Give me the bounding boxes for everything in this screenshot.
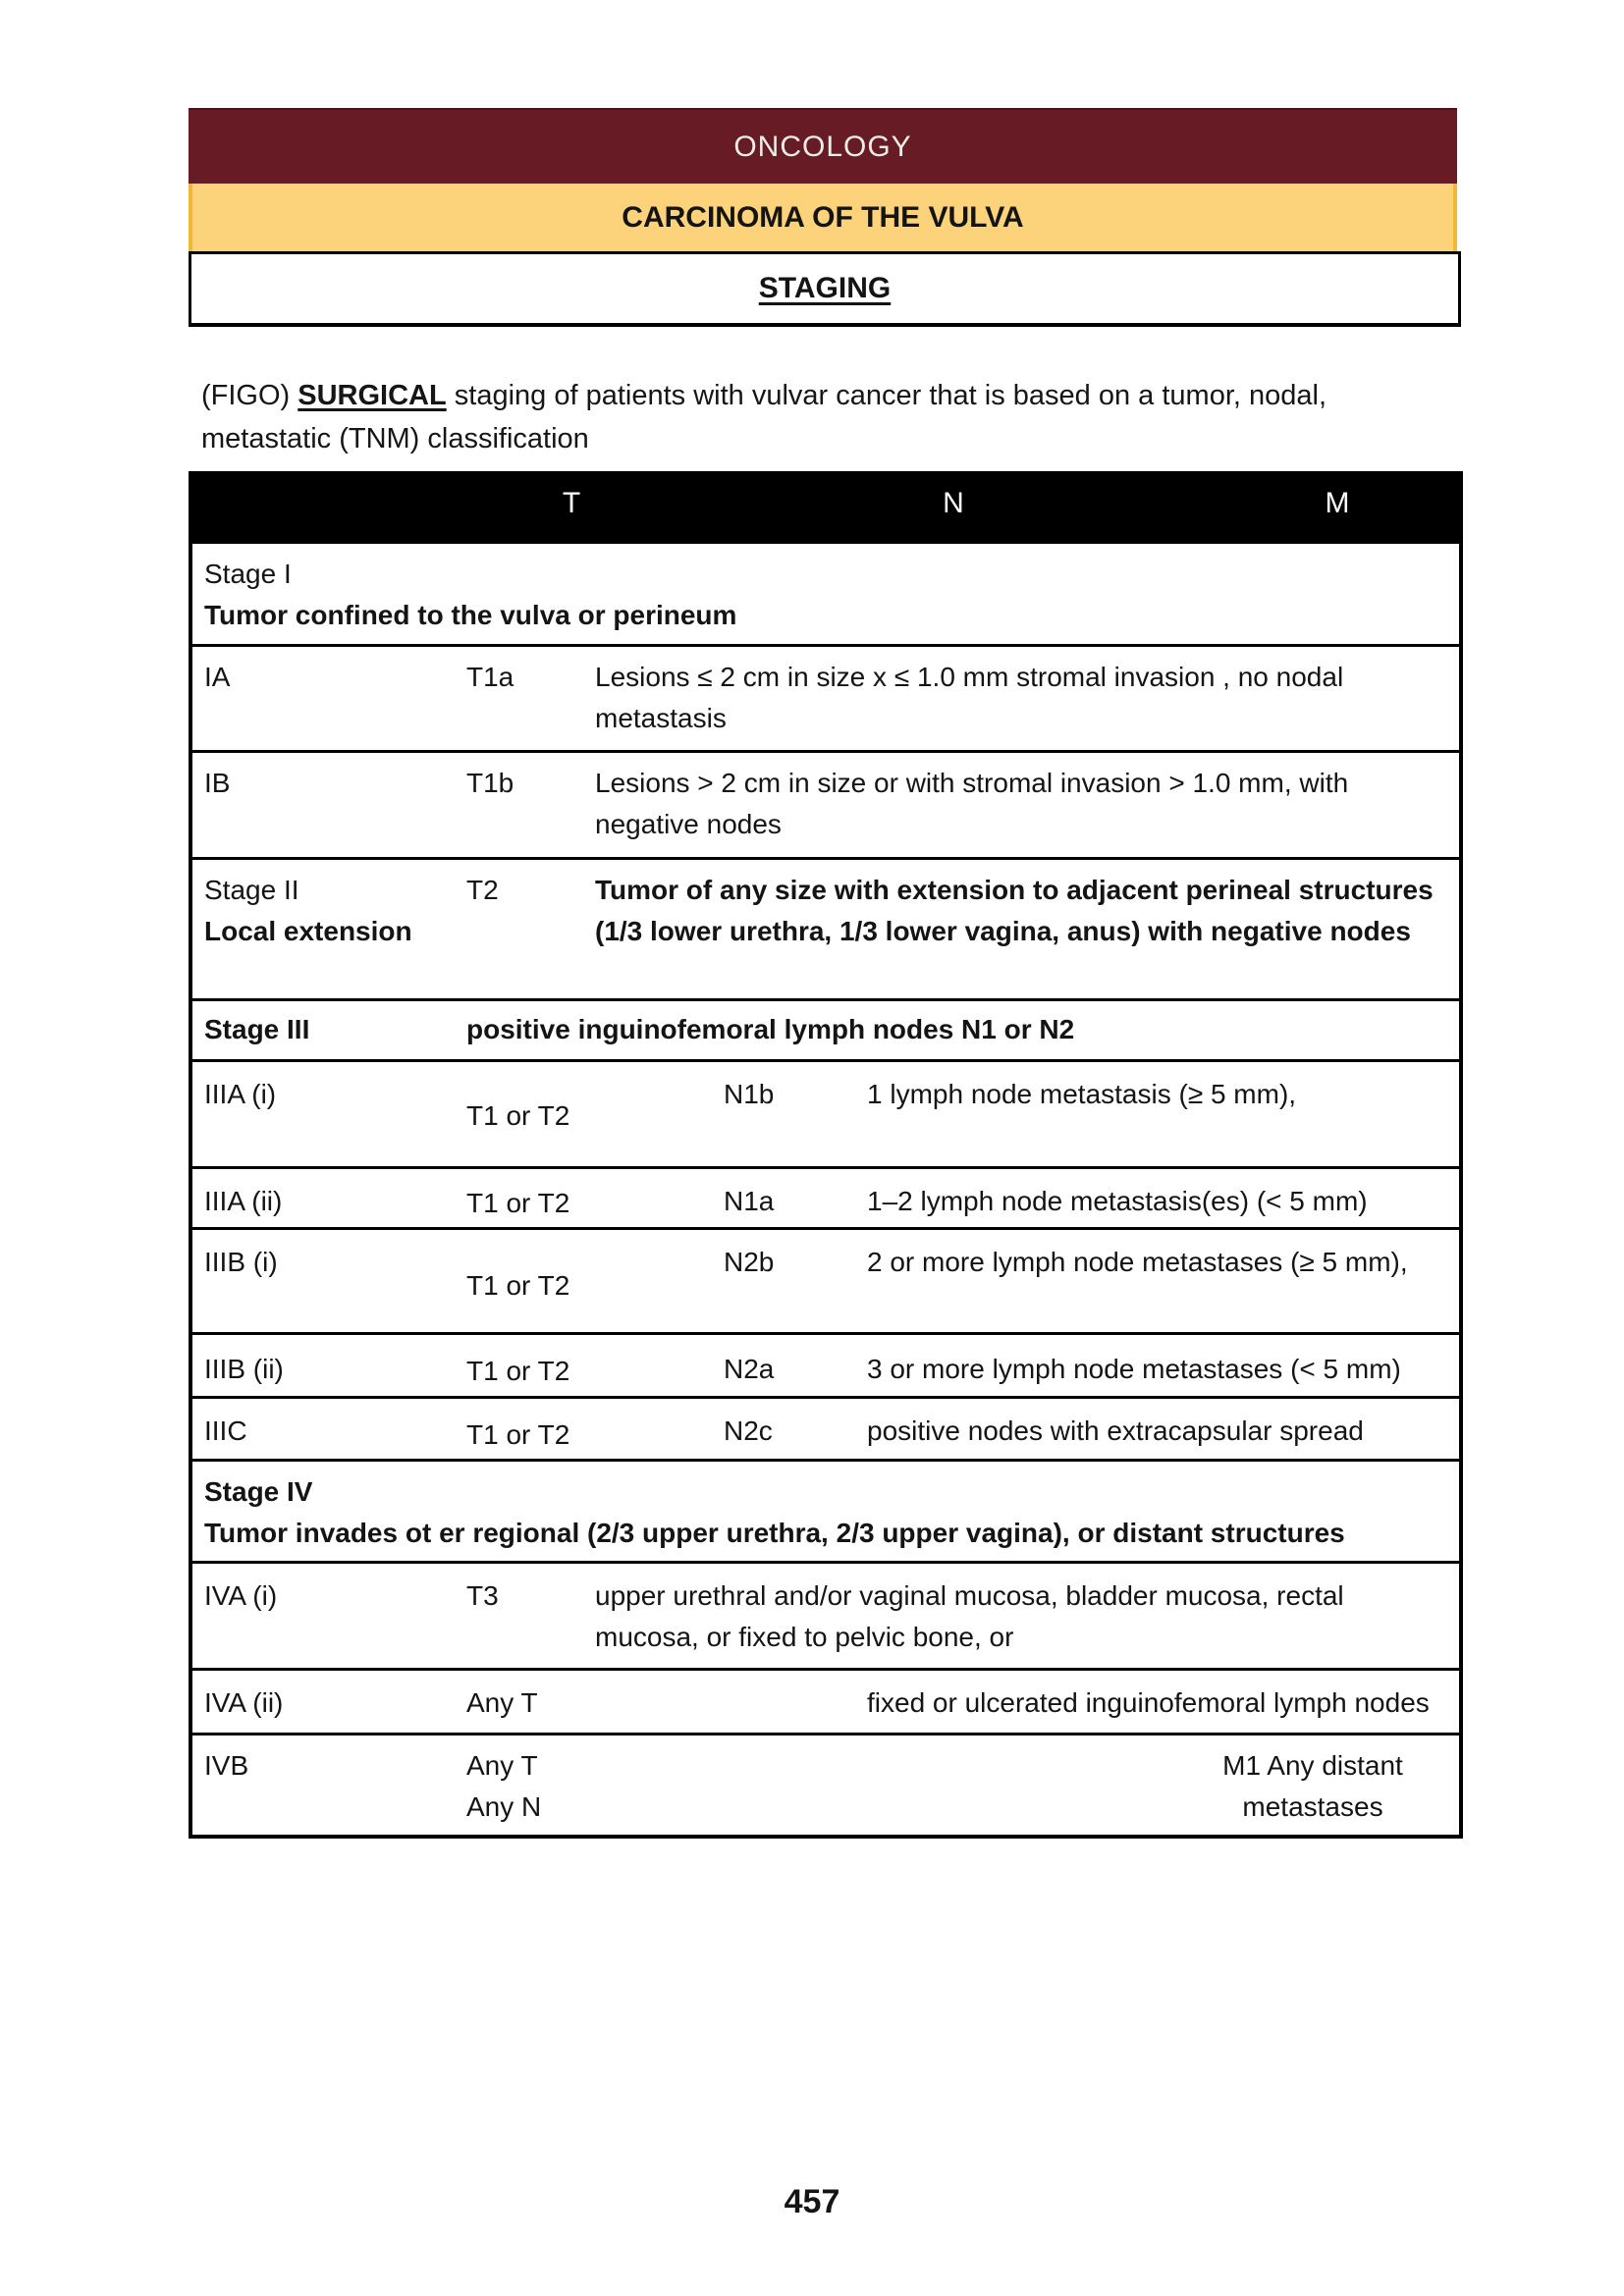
row-description: 2 or more lymph node metastases (≥ 5 mm), <box>867 1247 1408 1277</box>
stage-label: Stage IV <box>204 1476 313 1507</box>
t-value: T3 <box>466 1580 499 1611</box>
stage-label: IVA (ii) <box>204 1687 284 1718</box>
t-value: T1 or T2 <box>466 1100 570 1131</box>
table-row-iiia-i <box>192 1062 1459 1169</box>
category-band <box>189 108 1457 184</box>
n-value: Any N <box>466 1791 542 1822</box>
row-description: positive nodes with extracapsular spread <box>867 1415 1364 1446</box>
section-title: STAGING <box>758 272 892 304</box>
n-value: N2b <box>724 1247 775 1277</box>
table-row-iiia-ii <box>192 1169 1459 1230</box>
staging-table <box>189 471 1463 1839</box>
t-value: Any T <box>466 1687 538 1718</box>
intro-line2: metastatic (TNM) classification <box>201 423 589 454</box>
column-header-m: M <box>1325 487 1350 519</box>
table-row-iiib-ii <box>192 1335 1459 1399</box>
t-value: T1 or T2 <box>466 1356 570 1386</box>
t-value: T2 <box>466 875 499 905</box>
table-row-stage-iii <box>192 1001 1459 1062</box>
table-row-ib <box>192 753 1459 860</box>
row-description: 1 lymph node metastasis (≥ 5 mm), <box>867 1079 1297 1109</box>
title-band <box>189 184 1457 251</box>
table-row-ivb <box>192 1735 1459 1835</box>
table-row-iva-ii <box>192 1671 1459 1735</box>
table-row-ia <box>192 647 1459 753</box>
n-value: N1b <box>724 1079 775 1109</box>
t-value: T1b <box>466 768 514 798</box>
t-value: T1 or T2 <box>466 1270 570 1301</box>
page-number: 457 <box>784 2183 840 2220</box>
column-header-t: T <box>562 487 581 519</box>
t-value: T1 or T2 <box>466 1419 570 1450</box>
stage-label: IA <box>204 662 231 692</box>
stage-label: IIIB (ii) <box>204 1354 284 1384</box>
m-value-line2: metastases <box>1242 1791 1383 1822</box>
intro-part1: (FIGO) <box>201 380 298 411</box>
t-value: T1a <box>466 662 514 692</box>
row-description: Lesions > 2 cm in size or with stromal invasion > 1.0 mm, with negative nodes <box>595 768 1349 839</box>
n-value: N2a <box>724 1354 775 1384</box>
stage-sublabel: Local extension <box>204 916 412 946</box>
page-title: CARCINOMA OF THE VULVA <box>622 200 1024 234</box>
m-value-line1: M1 Any distant <box>1222 1750 1403 1781</box>
table-row-iva-i <box>192 1564 1459 1671</box>
stage-label: IIIC <box>204 1415 247 1446</box>
stage-label: Stage II <box>204 875 299 905</box>
section-box <box>189 251 1461 327</box>
table-row-iiic <box>192 1399 1459 1462</box>
stage-label: IB <box>204 768 231 798</box>
n-value: N1a <box>724 1186 775 1216</box>
stage-label: Stage III <box>204 1014 310 1044</box>
stage-description: Tumor invades ot er regional (2/3 upper urethra, 2/3 upper vagina), or distant structures <box>204 1518 1345 1548</box>
table-row-stage-i <box>192 544 1459 647</box>
row-description: 1–2 lymph node metastasis(es) (< 5 mm) <box>867 1186 1368 1216</box>
stage-label: IIIB (i) <box>204 1247 278 1277</box>
table-row-iiib-i <box>192 1230 1459 1335</box>
table-row-stage-iv <box>192 1462 1459 1564</box>
row-description: 3 or more lymph node metastases (< 5 mm) <box>867 1354 1401 1384</box>
intro-paragraph <box>201 374 1468 460</box>
t-value: Any T <box>466 1750 538 1781</box>
stage-label: IVA (i) <box>204 1580 278 1611</box>
category-label: ONCOLOGY <box>733 130 912 163</box>
column-header-n: N <box>943 487 964 519</box>
stage-label: IVB <box>204 1750 249 1781</box>
t-value: T1 or T2 <box>466 1188 570 1218</box>
row-description: positive inguinofemoral lymph nodes N1 or N2 <box>466 1014 1075 1044</box>
row-description: upper urethral and/or vaginal mucosa, bladder mucosa, rectal mucosa, or fixed to pelvic bone, or <box>595 1580 1344 1652</box>
stage-label: IIIA (i) <box>204 1079 277 1109</box>
n-value: N2c <box>724 1415 773 1446</box>
row-description: fixed or ulcerated inguinofemoral lymph nodes <box>867 1687 1430 1718</box>
intro-part3: staging of patients with vulvar cancer that is based on a tumor, nodal, <box>446 380 1327 411</box>
stage-description: Tumor confined to the vulva or perineum <box>204 600 737 630</box>
row-description: Lesions ≤ 2 cm in size x ≤ 1.0 mm stromal invasion , no nodal metastasis <box>595 662 1344 733</box>
stage-label: Stage I <box>204 559 292 589</box>
stage-label: IIIA (ii) <box>204 1186 283 1216</box>
table-header-row <box>192 475 1459 544</box>
row-description: Tumor of any size with extension to adjacent perineal structures (1/3 lower urethra, 1/3 lower vagina, anus) with negative nodes <box>595 875 1434 946</box>
table-row-stage-ii <box>192 860 1459 1001</box>
intro-emphasis: SURGICAL <box>298 380 447 411</box>
